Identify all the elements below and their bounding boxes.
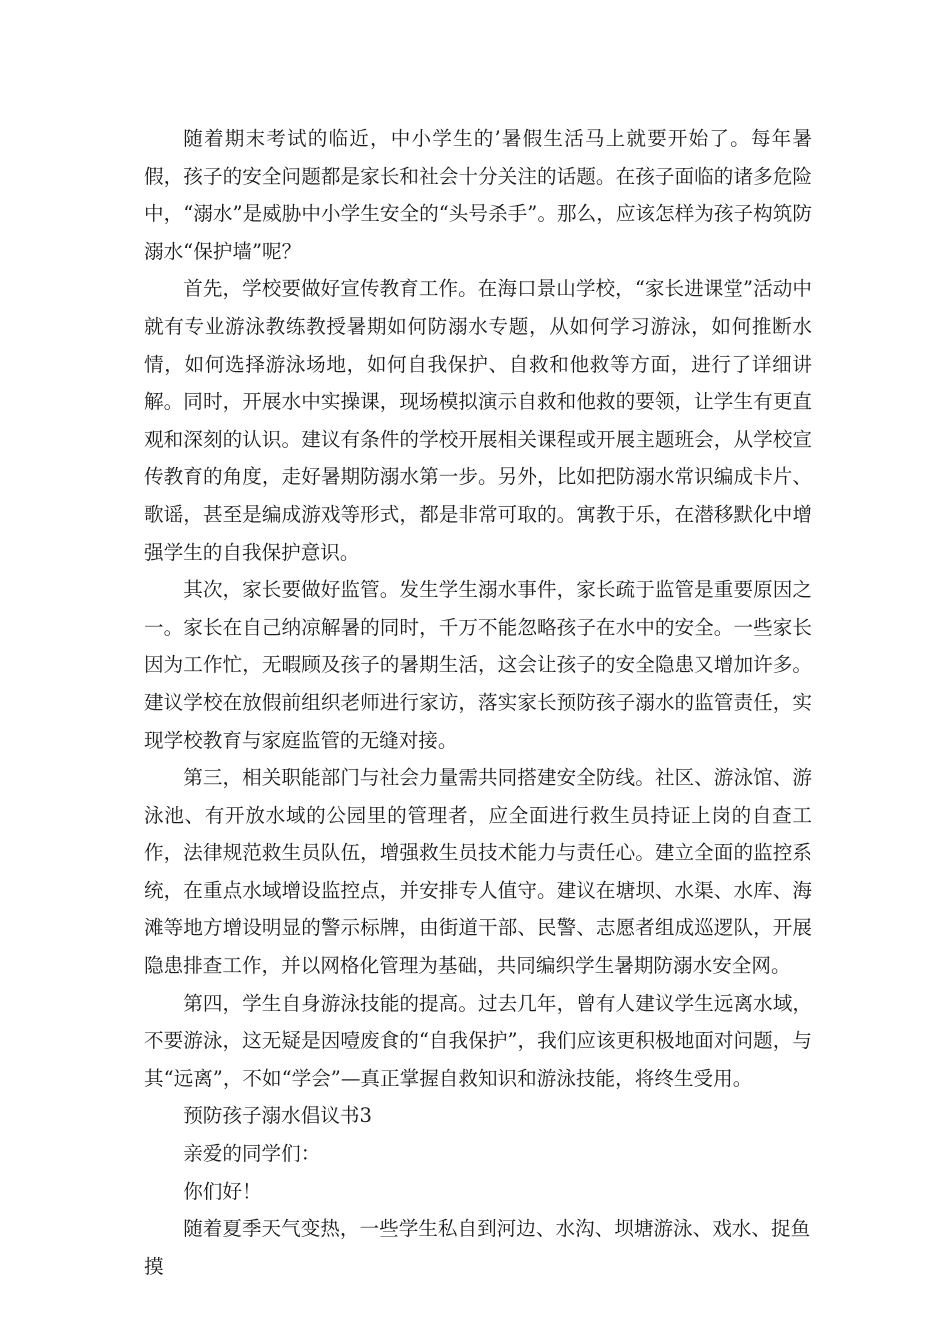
salutation: 亲爱的同学们：	[183, 1142, 321, 1166]
paragraph-intro: 随着期末考试的临近，中小学生的’暑假生活马上就要开始了。每年暑假，孩子的安全问题都是家长和社会十分关注的话题。在孩子面临的诸多危险中，“溺水”是威胁中小学生安全的“头号杀手”。那么，应该怎样为孩子构筑防溺水“保护墙”呢？	[144, 127, 812, 263]
paragraph-continued: 随着夏季天气变热，一些学生私自到河边、水沟、坝塘游泳、戏水、捉鱼摸	[144, 1217, 811, 1278]
paragraph-third: 第三，相关职能部门与社会力量需共同搭建安全防线。社区、游泳馆、游泳池、有开放水域的公园里的管理者，应全面进行救生员持证上岗的自查工作，法律规范救生员队伍，增强救生员技术能力与责任心。建立全面的监控系统，在重点水域增设监控点，并安排专人值守。建议在塘坝、水渠、水库、海滩等地方增设明显的警示标牌，由街道干部、民警、志愿者组成巡逻队，开展隐患排查工作，并以网格化管理为基础，共同编织学生暑期防溺水安全网。	[144, 766, 812, 978]
document-body	[144, 120, 812, 1285]
paragraph-first: 首先，学校要做好宣传教育工作。在海口景山学校，“家长进课堂”活动中就有专业游泳教练教授暑期如何防溺水专题，从如何学习游泳，如何推断水情，如何选择游泳场地，如何自我保护、自救和他救等方面，进行了详细讲解。同时，开展水中实操课，现场模拟演示自救和他救的要领，让学生有更直观和深刻的认识。建议有条件的学校开展相关课程或开展主题班会，从学校宣传教育的角度，走好暑期防溺水第一步。另外，比如把防溺水常识编成卡片、歌谣，甚至是编成游戏等形式，都是非常可取的。寓教于乐，在潜移默化中增强学生的自我保护意识。	[144, 277, 812, 564]
paragraph-fourth: 第四，学生自身游泳技能的提高。过去几年，曾有人建议学生远离水域，不要游泳，这无疑是因噎废食的“自我保护”，我们应该更积极地面对问题，与其“远离”，不如“学会”—真正掌握自救知识和游泳技能，将终生受用。	[144, 991, 812, 1090]
greeting: 你们好！	[183, 1179, 262, 1203]
section-title: 预防孩子溺水倡议书3	[183, 1104, 372, 1128]
paragraph-second: 其次，家长要做好监管。发生学生溺水事件，家长疏于监管是重要原因之一。家长在自己纳凉解暑的同时，千万不能忽略孩子在水中的安全。一些家长因为工作忙，无暇顾及孩子的暑期生活，这会让孩子的安全隐患又增加许多。建议学校在放假前组织老师进行家访，落实家长预防孩子溺水的监管责任，实现学校教育与家庭监管的无缝对接。	[144, 578, 812, 752]
